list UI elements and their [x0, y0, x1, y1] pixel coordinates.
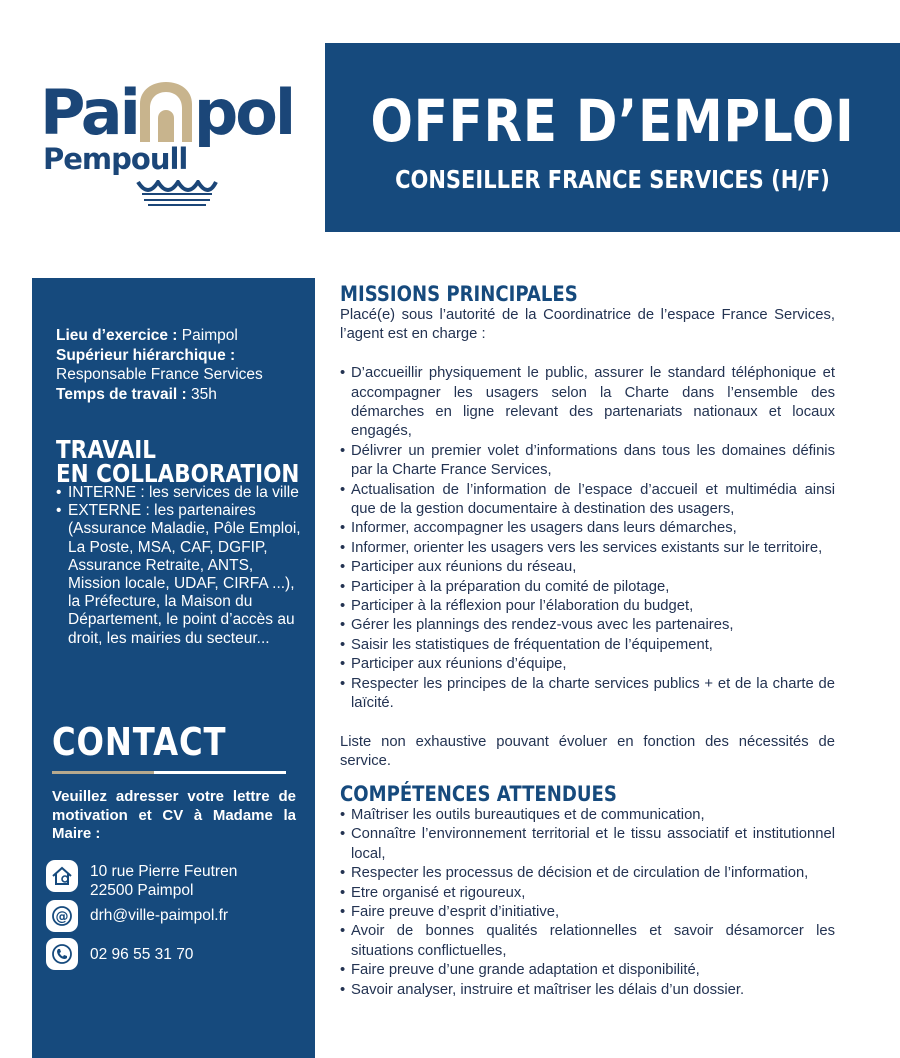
sidebar-panel — [32, 278, 315, 1058]
email-link[interactable]: drh@ville-paimpol.fr — [90, 907, 229, 924]
list-item: • Faire preuve d’esprit d’initiative, — [340, 903, 835, 922]
job-info — [56, 326, 263, 404]
lieu-value: Paimpol — [181, 327, 238, 344]
offer-title: OFFRE D’EMPLOI — [370, 87, 855, 155]
competences-section — [340, 782, 835, 1000]
list-item: • Informer, accompagner les usagers dans leurs démarches, — [340, 519, 835, 538]
phone-icon — [46, 938, 78, 970]
logo-wordmark — [40, 78, 293, 148]
list-item: • Savoir analyser, instruire et maîtriser les délais d’un dossier. — [340, 981, 835, 1000]
list-item: • EXTERNE : les partenaires (Assurance Maladie, Pôle Emploi, La Poste, MSA, CAF, DGFIP, Assurance Retraite, ANTS, Mission locale, UDAF, CIRFA ...), la Préfecture, la Maison du Département, le point d’accès au droit, les mairies du secteur... — [56, 502, 310, 648]
list-item: • Avoir de bonnes qualités relationnelles et savoir désamorcer les situations conflictuelles, — [340, 922, 835, 961]
collab-title: TRAVAIL EN COLLABORATION — [56, 435, 300, 488]
contact-phone — [46, 938, 306, 970]
lieu-label: Lieu d’exercice : — [56, 327, 178, 344]
paimpol-logo — [40, 78, 302, 208]
list-item: • Participer aux réunions du réseau, — [340, 558, 835, 577]
logo-arch-icon — [138, 82, 194, 142]
missions-note: Liste non exhaustive pouvant évoluer en fonction des nécessités de service. — [340, 733, 835, 770]
contact-instructions: Veuillez adresser votre lettre de motivation et CV à Madame la Maire : — [52, 788, 296, 842]
superieur-label: Supérieur hiérarchique : — [56, 346, 236, 364]
list-item: • D’accueillir physiquement le public, assurer le standard téléphonique et accompagner les usagers selon la Charte dans l’ensemble des démarches en ligne relevant des partenariats nationaux et locaux engagés, — [340, 364, 835, 442]
list-item: • Respecter les processus de décision et de circulation de l’information, — [340, 864, 835, 883]
logo-waves-icon — [136, 180, 218, 208]
list-item: • Participer aux réunions d’équipe, — [340, 655, 835, 674]
superieur-value: Responsable France Services — [56, 366, 263, 383]
list-item: • Participer à la préparation du comité de pilotage, — [340, 578, 835, 597]
logo-text-pol: pol — [193, 76, 294, 149]
address-line1: 10 rue Pierre Feutren — [90, 863, 238, 880]
offer-header — [325, 43, 900, 232]
list-item: • Gérer les plannings des rendez-vous avec les partenaires, — [340, 616, 835, 635]
list-item: • Participer à la réflexion pour l’élaboration du budget, — [340, 597, 835, 616]
contact-address — [46, 860, 306, 902]
temps-row — [56, 385, 263, 405]
offer-subtitle: CONSEILLER FRANCE SERVICES (H/F) — [395, 165, 830, 194]
missions-section — [340, 282, 835, 772]
home-icon — [46, 860, 78, 892]
list-item: • Etre organisé et rigoureux, — [340, 884, 835, 903]
address-line2: 22500 Paimpol — [90, 882, 194, 899]
contact-divider — [52, 771, 286, 774]
phone-number[interactable]: 02 96 55 31 70 — [90, 946, 194, 963]
list-item: • Respecter les principes de la charte services publics + et de la charte de laïcité. — [340, 675, 835, 714]
temps-label: Temps de travail : — [56, 385, 187, 403]
list-item: • Maîtriser les outils bureautiques et de communication, — [340, 806, 835, 825]
svg-text:@: @ — [55, 909, 69, 925]
list-item: • Informer, orienter les usagers vers les services existants sur le territoire, — [340, 539, 835, 558]
list-item: • Délivrer un premier volet d’informations dans tous les domaines définis par la Charte France Services, — [340, 442, 835, 481]
at-sign-icon — [46, 900, 78, 932]
list-item: • INTERNE : les services de la ville — [56, 484, 310, 502]
contact-email — [46, 900, 306, 932]
logo-text-pai: Pai — [40, 76, 138, 149]
missions-title: MISSIONS PRINCIPALES — [340, 282, 578, 306]
list-item: • Saisir les statistiques de fréquentation de l’équipement, — [340, 636, 835, 655]
lieu-row — [56, 326, 263, 346]
competences-title: COMPÉTENCES ATTENDUES — [340, 782, 617, 806]
list-item: • Faire preuve d’une grande adaptation et disponibilité, — [340, 961, 835, 980]
collab-list — [56, 484, 310, 648]
temps-value: 35h — [190, 385, 217, 403]
list-item: • Connaître l’environnement territorial et le tissu associatif et institutionnel local, — [340, 825, 835, 864]
missions-intro: Placé(e) sous l’autorité de la Coordinatrice de l’espace France Services, l’agent est en charge : — [340, 307, 835, 343]
list-item: • Actualisation de l’information de l’espace d’accueil et multimédia ainsi que de la gestion documentaire à destination des usagers, — [340, 481, 835, 520]
logo-subtitle: Pempoull — [43, 142, 188, 176]
contact-title: CONTACT — [52, 720, 227, 764]
